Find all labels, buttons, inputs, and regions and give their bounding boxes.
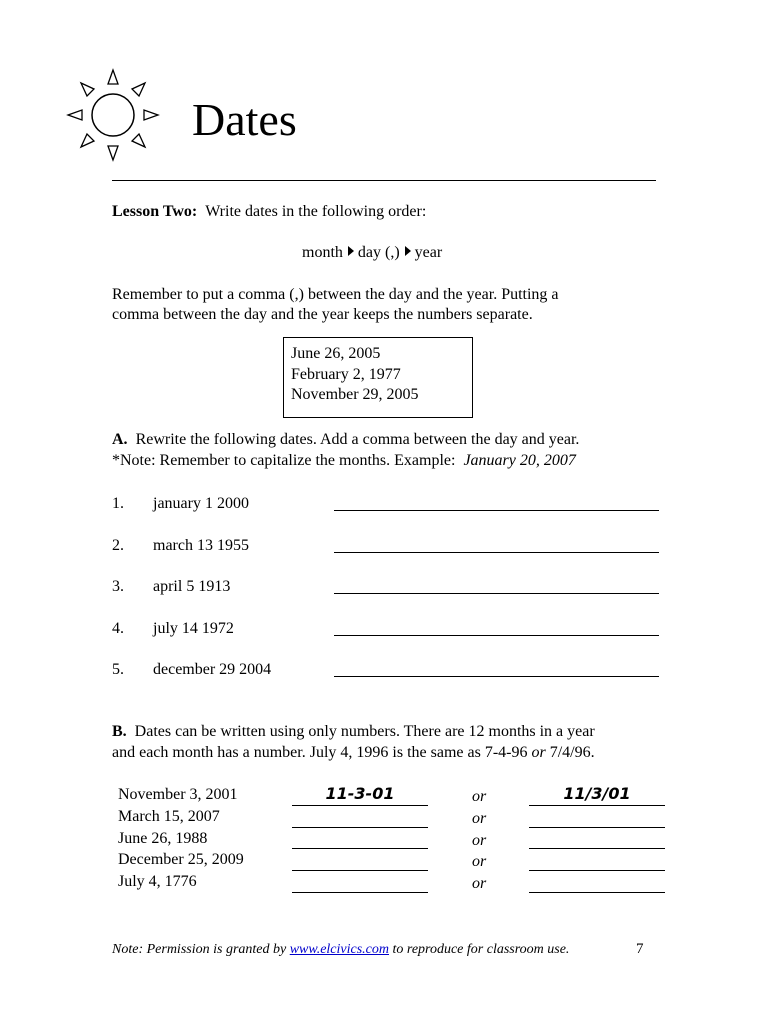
answer-line[interactable]: [334, 552, 659, 553]
item-date: march 13 1955: [153, 537, 249, 554]
slash-answer-line[interactable]: [529, 892, 665, 893]
item-date: july 14 1972: [153, 620, 234, 637]
note-label: *Note: Remember to capitalize the months. Example:: [112, 452, 456, 469]
sun-icon: [66, 68, 160, 162]
section-a-text: Rewrite the following dates. Add a comma between the day and year.: [135, 431, 580, 448]
page-title: Dates: [192, 94, 297, 145]
or-word: or: [472, 810, 487, 827]
row-date: June 26, 1988: [118, 830, 208, 847]
section-a-label: A.: [112, 431, 128, 448]
section-b-text: Dates can be written using only numbers. There are 12 months in a year: [134, 723, 595, 740]
row-date: December 25, 2009: [118, 851, 244, 868]
remember-line-1: Remember to put a comma (,) between the day and the year. Putting a: [112, 286, 559, 303]
dash-answer-line[interactable]: [292, 870, 428, 871]
slash-answer-line[interactable]: [529, 870, 665, 871]
dash-answer-line[interactable]: [292, 827, 428, 828]
lesson-label: Lesson Two:: [112, 203, 198, 220]
item-number: 1.: [112, 495, 124, 512]
slash-answer-line[interactable]: [529, 827, 665, 828]
note-example: January 20, 2007: [463, 452, 576, 469]
or-word: or: [472, 832, 487, 849]
order-year: year: [414, 244, 443, 261]
section-b-line-1: [112, 721, 595, 742]
answer-line[interactable]: [334, 510, 659, 511]
answer-line[interactable]: [334, 635, 659, 636]
page-number: 7: [636, 941, 644, 957]
lesson-intro: [112, 201, 426, 222]
or-word: or: [531, 744, 546, 761]
item-date: january 1 2000: [153, 495, 249, 512]
footer-text: to reproduce for classroom use.: [392, 942, 570, 957]
footer-text: Note: Permission is granted by: [112, 942, 287, 957]
item-number: 3.: [112, 578, 124, 595]
section-b-line-2: [112, 742, 595, 763]
remember-line-2: comma between the day and the year keeps the numbers separate.: [112, 306, 533, 323]
answer-line[interactable]: [334, 676, 659, 677]
item-date: april 5 1913: [153, 578, 231, 595]
or-word: or: [472, 853, 487, 870]
order-month: month: [302, 244, 343, 261]
item-number: 5.: [112, 661, 124, 678]
slash-answer-line[interactable]: [529, 848, 665, 849]
dash-answer-line[interactable]: [292, 805, 428, 806]
row-date: November 3, 2001: [118, 786, 238, 803]
or-word: or: [472, 788, 487, 805]
example-date: November 29, 2005: [291, 386, 419, 403]
arrow-right-icon: [348, 246, 354, 256]
row-date: July 4, 1776: [118, 873, 197, 890]
title-divider: [112, 180, 656, 181]
section-a-note: [112, 450, 576, 471]
item-number: 4.: [112, 620, 124, 637]
footer-link[interactable]: www.elcivics.com: [289, 942, 389, 957]
section-a-instruction: [112, 429, 579, 450]
section-b-text: 7/4/96.: [549, 744, 595, 761]
item-date: december 29 2004: [153, 661, 272, 678]
order-day: day (,): [357, 244, 400, 261]
dash-answer-line[interactable]: [292, 892, 428, 893]
slash-answer-line[interactable]: [529, 805, 665, 806]
or-word: or: [472, 875, 487, 892]
example-date: June 26, 2005: [291, 345, 381, 362]
example-date: February 2, 1977: [291, 366, 401, 383]
item-number: 2.: [112, 537, 124, 554]
row-date: March 15, 2007: [118, 808, 220, 825]
arrow-right-icon: [405, 246, 411, 256]
footer-note: [112, 942, 569, 958]
dash-answer-line[interactable]: [292, 848, 428, 849]
section-b-label: B.: [112, 723, 127, 740]
section-b-text: and each month has a number. July 4, 1996 is the same as 7-4-96: [112, 744, 528, 761]
slash-answer: 11/3/01: [563, 784, 631, 803]
date-order: [302, 242, 442, 263]
answer-line[interactable]: [334, 593, 659, 594]
lesson-text: Write dates in the following order:: [205, 203, 427, 220]
dash-answer: 11-3-01: [325, 784, 395, 803]
